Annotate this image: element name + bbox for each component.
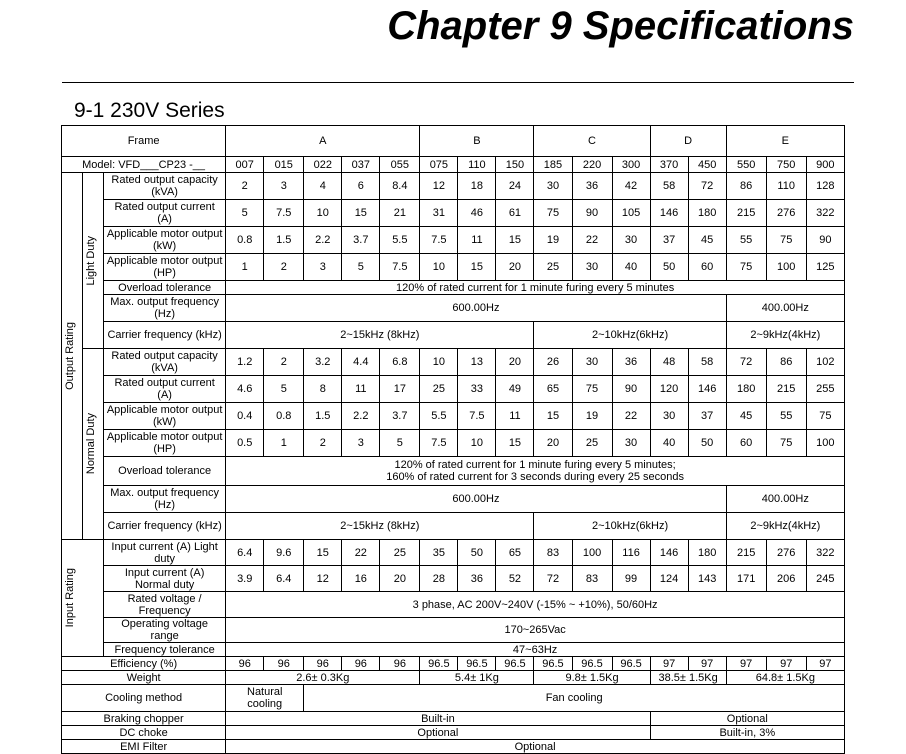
value-cell: 37 — [650, 227, 688, 254]
value-cell: 12 — [420, 173, 458, 200]
in-oprange-value: 170~265Vac — [226, 618, 845, 643]
model-cell: 037 — [342, 157, 380, 173]
value-cell: 15 — [496, 430, 534, 457]
value-cell: 26 — [534, 349, 572, 376]
value-cell: 120 — [650, 376, 688, 403]
value-cell: 58 — [650, 173, 688, 200]
dc-choke-built-in: Built-in, 3% — [650, 726, 844, 740]
value-cell: 125 — [806, 254, 844, 281]
value-cell: 55 — [766, 403, 806, 430]
model-label: Model: VFD___CP23 -__ — [62, 157, 226, 173]
value-cell: 30 — [612, 227, 650, 254]
value-cell: 3.2 — [304, 349, 342, 376]
efficiency-row — [62, 657, 845, 671]
value-cell: 1 — [226, 254, 264, 281]
value-cell: 100 — [806, 430, 844, 457]
value-cell: 7.5 — [264, 200, 304, 227]
ld-capacity-row — [62, 173, 845, 200]
row-label: Operating voltage range — [104, 618, 226, 643]
nd-carrier-c: 2~9kHz(4kHz) — [726, 513, 844, 540]
value-cell: 245 — [806, 566, 844, 592]
value-cell: 36 — [612, 349, 650, 376]
row-label: Rated output capacity (kVA) — [104, 349, 226, 376]
nd-current-row — [62, 376, 845, 403]
model-cell: 550 — [726, 157, 766, 173]
value-cell: 105 — [612, 200, 650, 227]
value-cell: 17 — [380, 376, 420, 403]
value-cell: 83 — [572, 566, 612, 592]
value-cell: 96 — [226, 657, 264, 671]
value-cell: 86 — [766, 349, 806, 376]
ld-kw-row — [62, 227, 845, 254]
row-label: Frequency tolerance — [104, 643, 226, 657]
in-freqtol-value: 47~63Hz — [226, 643, 845, 657]
value-cell: 20 — [496, 254, 534, 281]
value-cell: 21 — [380, 200, 420, 227]
value-cell: 31 — [420, 200, 458, 227]
model-cell: 185 — [534, 157, 572, 173]
value-cell: 146 — [688, 376, 726, 403]
frame-a: A — [226, 126, 420, 157]
value-cell: 52 — [496, 566, 534, 592]
value-cell: 20 — [380, 566, 420, 592]
value-cell: 20 — [534, 430, 572, 457]
frame-row — [62, 126, 845, 157]
value-cell: 96 — [380, 657, 420, 671]
dc-choke-optional: Optional — [226, 726, 650, 740]
value-cell: 96.5 — [420, 657, 458, 671]
value-cell: 46 — [458, 200, 496, 227]
value-cell: 96 — [342, 657, 380, 671]
value-cell: 4.4 — [342, 349, 380, 376]
model-cell: 220 — [572, 157, 612, 173]
value-cell: 0.4 — [226, 403, 264, 430]
value-cell: 100 — [572, 540, 612, 566]
input-rating-label: Input Rating — [64, 568, 76, 628]
row-label: Carrier frequency (kHz) — [104, 513, 226, 540]
value-cell: 19 — [572, 403, 612, 430]
ld-maxfreq-row — [62, 295, 845, 322]
model-cell: 055 — [380, 157, 420, 173]
value-cell: 22 — [572, 227, 612, 254]
cooling-natural: Natural cooling — [226, 685, 304, 712]
frame-label: Frame — [62, 126, 226, 157]
ld-hp-row — [62, 254, 845, 281]
in-light-row — [62, 540, 845, 566]
value-cell: 49 — [496, 376, 534, 403]
value-cell: 10 — [304, 200, 342, 227]
value-cell: 35 — [420, 540, 458, 566]
value-cell: 180 — [688, 200, 726, 227]
emi-value: Optional — [226, 740, 845, 754]
value-cell: 50 — [650, 254, 688, 281]
value-cell: 72 — [688, 173, 726, 200]
value-cell: 0.5 — [226, 430, 264, 457]
value-cell: 276 — [766, 200, 806, 227]
value-cell: 25 — [572, 430, 612, 457]
weight-c: 9.8± 1.5Kg — [534, 671, 650, 685]
value-cell: 3 — [342, 430, 380, 457]
value-cell: 2 — [226, 173, 264, 200]
value-cell: 33 — [458, 376, 496, 403]
value-cell: 75 — [766, 430, 806, 457]
value-cell: 90 — [572, 200, 612, 227]
value-cell: 6.8 — [380, 349, 420, 376]
value-cell: 86 — [726, 173, 766, 200]
in-normal-row — [62, 566, 845, 592]
braking-row — [62, 712, 845, 726]
value-cell: 276 — [766, 540, 806, 566]
nd-maxfreq-b: 400.00Hz — [726, 486, 844, 513]
row-label: Rated output capacity (kVA) — [104, 173, 226, 200]
normal-duty-group — [83, 349, 104, 540]
value-cell: 30 — [650, 403, 688, 430]
value-cell: 72 — [534, 566, 572, 592]
model-cell: 450 — [688, 157, 726, 173]
value-cell: 37 — [688, 403, 726, 430]
in-voltage-value: 3 phase, AC 200V~240V (-15% ~ +10%), 50/60Hz — [226, 592, 845, 618]
value-cell: 6 — [342, 173, 380, 200]
value-cell: 3.7 — [342, 227, 380, 254]
model-cell: 750 — [766, 157, 806, 173]
value-cell: 255 — [806, 376, 844, 403]
row-label: Carrier frequency (kHz) — [104, 322, 226, 349]
value-cell: 97 — [806, 657, 844, 671]
value-cell: 5 — [226, 200, 264, 227]
model-cell: 007 — [226, 157, 264, 173]
value-cell: 180 — [726, 376, 766, 403]
frame-e: E — [726, 126, 844, 157]
value-cell: 6.4 — [264, 566, 304, 592]
value-cell: 90 — [806, 227, 844, 254]
value-cell: 96.5 — [572, 657, 612, 671]
row-label: Applicable motor output (kW) — [104, 227, 226, 254]
value-cell: 96 — [304, 657, 342, 671]
value-cell: 206 — [766, 566, 806, 592]
value-cell: 215 — [726, 540, 766, 566]
nd-kw-row — [62, 403, 845, 430]
light-duty-group — [83, 173, 104, 349]
value-cell: 99 — [612, 566, 650, 592]
cooling-row — [62, 685, 845, 712]
value-cell: 42 — [612, 173, 650, 200]
value-cell: 215 — [726, 200, 766, 227]
value-cell: 6.4 — [226, 540, 264, 566]
row-label: Overload tolerance — [104, 281, 226, 295]
ld-current-row — [62, 200, 845, 227]
value-cell: 3.7 — [380, 403, 420, 430]
value-cell: 22 — [342, 540, 380, 566]
value-cell: 11 — [342, 376, 380, 403]
value-cell: 1.5 — [264, 227, 304, 254]
value-cell: 65 — [534, 376, 572, 403]
value-cell: 5.5 — [420, 403, 458, 430]
value-cell: 22 — [612, 403, 650, 430]
row-label: Applicable motor output (HP) — [104, 430, 226, 457]
value-cell: 96.5 — [612, 657, 650, 671]
value-cell: 15 — [342, 200, 380, 227]
value-cell: 10 — [458, 430, 496, 457]
value-cell: 124 — [650, 566, 688, 592]
series-title: 9-1 230V Series — [74, 99, 225, 122]
header-rule — [62, 82, 854, 83]
value-cell: 60 — [688, 254, 726, 281]
value-cell: 10 — [420, 349, 458, 376]
value-cell: 5.5 — [380, 227, 420, 254]
value-cell: 55 — [726, 227, 766, 254]
nd-overload-line2: 160% of rated current for 3 seconds during every 25 seconds — [386, 471, 684, 483]
braking-built-in: Built-in — [226, 712, 650, 726]
value-cell: 90 — [612, 376, 650, 403]
value-cell: 65 — [496, 540, 534, 566]
output-rating-group — [62, 173, 83, 540]
row-label: DC choke — [62, 726, 226, 740]
value-cell: 5 — [342, 254, 380, 281]
value-cell: 15 — [534, 403, 572, 430]
row-label: Efficiency (%) — [62, 657, 226, 671]
model-cell: 015 — [264, 157, 304, 173]
in-voltage-row — [62, 592, 845, 618]
model-cell: 150 — [496, 157, 534, 173]
ld-carrier-row — [62, 322, 845, 349]
value-cell: 11 — [496, 403, 534, 430]
row-label: Input current (A) Light duty — [104, 540, 226, 566]
nd-maxfreq-a: 600.00Hz — [226, 486, 726, 513]
value-cell: 97 — [726, 657, 766, 671]
nd-capacity-row — [62, 349, 845, 376]
value-cell: 2 — [304, 430, 342, 457]
ld-carrier-a: 2~15kHz (8kHz) — [226, 322, 534, 349]
nd-overload-line1: 120% of rated current for 1 minute furing every 5 minutes; — [394, 459, 676, 471]
value-cell: 97 — [688, 657, 726, 671]
in-oprange-row — [62, 618, 845, 643]
model-cell: 022 — [304, 157, 342, 173]
value-cell: 322 — [806, 200, 844, 227]
value-cell: 5 — [264, 376, 304, 403]
weight-d: 38.5± 1.5Kg — [650, 671, 726, 685]
value-cell: 60 — [726, 430, 766, 457]
value-cell: 30 — [534, 173, 572, 200]
row-label: Cooling method — [62, 685, 226, 712]
ld-carrier-c: 2~9kHz(4kHz) — [726, 322, 844, 349]
value-cell: 100 — [766, 254, 806, 281]
ld-maxfreq-b: 400.00Hz — [726, 295, 844, 322]
row-label: Rated voltage / Frequency — [104, 592, 226, 618]
row-label: Input current (A) Normal duty — [104, 566, 226, 592]
model-cell: 370 — [650, 157, 688, 173]
nd-maxfreq-row — [62, 486, 845, 513]
value-cell: 322 — [806, 540, 844, 566]
value-cell: 7.5 — [380, 254, 420, 281]
ld-overload-value: 120% of rated current for 1 minute furing every 5 minutes — [226, 281, 845, 295]
value-cell: 2.2 — [304, 227, 342, 254]
output-rating-label: Output Rating — [64, 322, 76, 390]
value-cell: 146 — [650, 200, 688, 227]
value-cell: 13 — [458, 349, 496, 376]
value-cell: 20 — [496, 349, 534, 376]
value-cell: 75 — [572, 376, 612, 403]
value-cell: 96.5 — [534, 657, 572, 671]
nd-overload-value — [226, 457, 845, 486]
value-cell: 171 — [726, 566, 766, 592]
value-cell: 50 — [458, 540, 496, 566]
normal-duty-label: Normal Duty — [85, 413, 98, 475]
value-cell: 2 — [264, 349, 304, 376]
value-cell: 30 — [612, 430, 650, 457]
frame-c: C — [534, 126, 650, 157]
dc-choke-row — [62, 726, 845, 740]
value-cell: 75 — [806, 403, 844, 430]
value-cell: 8 — [304, 376, 342, 403]
row-label: Rated output current (A) — [104, 200, 226, 227]
value-cell: 4.6 — [226, 376, 264, 403]
value-cell: 48 — [650, 349, 688, 376]
value-cell: 36 — [458, 566, 496, 592]
value-cell: 7.5 — [420, 227, 458, 254]
nd-carrier-b: 2~10kHz(6kHz) — [534, 513, 726, 540]
cooling-fan: Fan cooling — [304, 685, 845, 712]
value-cell: 97 — [766, 657, 806, 671]
weight-e: 64.8± 1.5Kg — [726, 671, 844, 685]
value-cell: 180 — [688, 540, 726, 566]
value-cell: 15 — [496, 227, 534, 254]
value-cell: 50 — [688, 430, 726, 457]
emi-row — [62, 740, 845, 754]
ld-maxfreq-a: 600.00Hz — [226, 295, 726, 322]
value-cell: 5 — [380, 430, 420, 457]
value-cell: 12 — [304, 566, 342, 592]
value-cell: 1 — [264, 430, 304, 457]
value-cell: 102 — [806, 349, 844, 376]
value-cell: 3.9 — [226, 566, 264, 592]
value-cell: 96 — [264, 657, 304, 671]
value-cell: 96.5 — [496, 657, 534, 671]
value-cell: 16 — [342, 566, 380, 592]
row-label: EMI Filter — [62, 740, 226, 754]
model-cell: 900 — [806, 157, 844, 173]
value-cell: 25 — [534, 254, 572, 281]
value-cell: 75 — [766, 227, 806, 254]
nd-carrier-a: 2~15kHz (8kHz) — [226, 513, 534, 540]
light-duty-label: Light Duty — [85, 235, 98, 286]
value-cell: 30 — [572, 254, 612, 281]
model-cell: 075 — [420, 157, 458, 173]
value-cell: 25 — [380, 540, 420, 566]
model-cell: 300 — [612, 157, 650, 173]
value-cell: 18 — [458, 173, 496, 200]
value-cell: 128 — [806, 173, 844, 200]
value-cell: 24 — [496, 173, 534, 200]
value-cell: 36 — [572, 173, 612, 200]
nd-overload-row — [62, 457, 845, 486]
value-cell: 0.8 — [264, 403, 304, 430]
value-cell: 96.5 — [458, 657, 496, 671]
in-freqtol-row — [62, 643, 845, 657]
value-cell: 9.6 — [264, 540, 304, 566]
row-label: Weight — [62, 671, 226, 685]
frame-b: B — [420, 126, 534, 157]
row-label: Max. output frequency (Hz) — [104, 295, 226, 322]
value-cell: 45 — [726, 403, 766, 430]
ld-carrier-b: 2~10kHz(6kHz) — [534, 322, 726, 349]
value-cell: 40 — [650, 430, 688, 457]
value-cell: 110 — [766, 173, 806, 200]
value-cell: 1.2 — [226, 349, 264, 376]
chapter-title: Chapter 9 Specifications — [387, 4, 854, 48]
value-cell: 2 — [264, 254, 304, 281]
weight-row — [62, 671, 845, 685]
model-cell: 110 — [458, 157, 496, 173]
value-cell: 75 — [726, 254, 766, 281]
value-cell: 0.8 — [226, 227, 264, 254]
value-cell: 15 — [458, 254, 496, 281]
nd-carrier-row — [62, 513, 845, 540]
frame-d: D — [650, 126, 726, 157]
value-cell: 8.4 — [380, 173, 420, 200]
model-row — [62, 157, 845, 173]
value-cell: 7.5 — [420, 430, 458, 457]
value-cell: 25 — [420, 376, 458, 403]
value-cell: 40 — [612, 254, 650, 281]
value-cell: 30 — [572, 349, 612, 376]
weight-b: 5.4± 1Kg — [420, 671, 534, 685]
ld-overload-row — [62, 281, 845, 295]
spec-table — [61, 125, 845, 754]
value-cell: 97 — [650, 657, 688, 671]
value-cell: 3 — [304, 254, 342, 281]
value-cell: 28 — [420, 566, 458, 592]
row-label: Applicable motor output (kW) — [104, 403, 226, 430]
value-cell: 15 — [304, 540, 342, 566]
value-cell: 75 — [534, 200, 572, 227]
value-cell: 45 — [688, 227, 726, 254]
value-cell: 7.5 — [458, 403, 496, 430]
value-cell: 116 — [612, 540, 650, 566]
nd-hp-row — [62, 430, 845, 457]
row-label: Max. output frequency (Hz) — [104, 486, 226, 513]
value-cell: 215 — [766, 376, 806, 403]
weight-a: 2.6± 0.3Kg — [226, 671, 420, 685]
value-cell: 146 — [650, 540, 688, 566]
value-cell: 4 — [304, 173, 342, 200]
value-cell: 83 — [534, 540, 572, 566]
value-cell: 19 — [534, 227, 572, 254]
row-label: Braking chopper — [62, 712, 226, 726]
value-cell: 1.5 — [304, 403, 342, 430]
input-rating-group — [62, 540, 104, 657]
value-cell: 72 — [726, 349, 766, 376]
value-cell: 3 — [264, 173, 304, 200]
row-label: Applicable motor output (HP) — [104, 254, 226, 281]
value-cell: 2.2 — [342, 403, 380, 430]
value-cell: 61 — [496, 200, 534, 227]
value-cell: 11 — [458, 227, 496, 254]
row-label: Rated output current (A) — [104, 376, 226, 403]
row-label: Overload tolerance — [104, 457, 226, 486]
value-cell: 58 — [688, 349, 726, 376]
braking-optional: Optional — [650, 712, 844, 726]
value-cell: 143 — [688, 566, 726, 592]
value-cell: 10 — [420, 254, 458, 281]
